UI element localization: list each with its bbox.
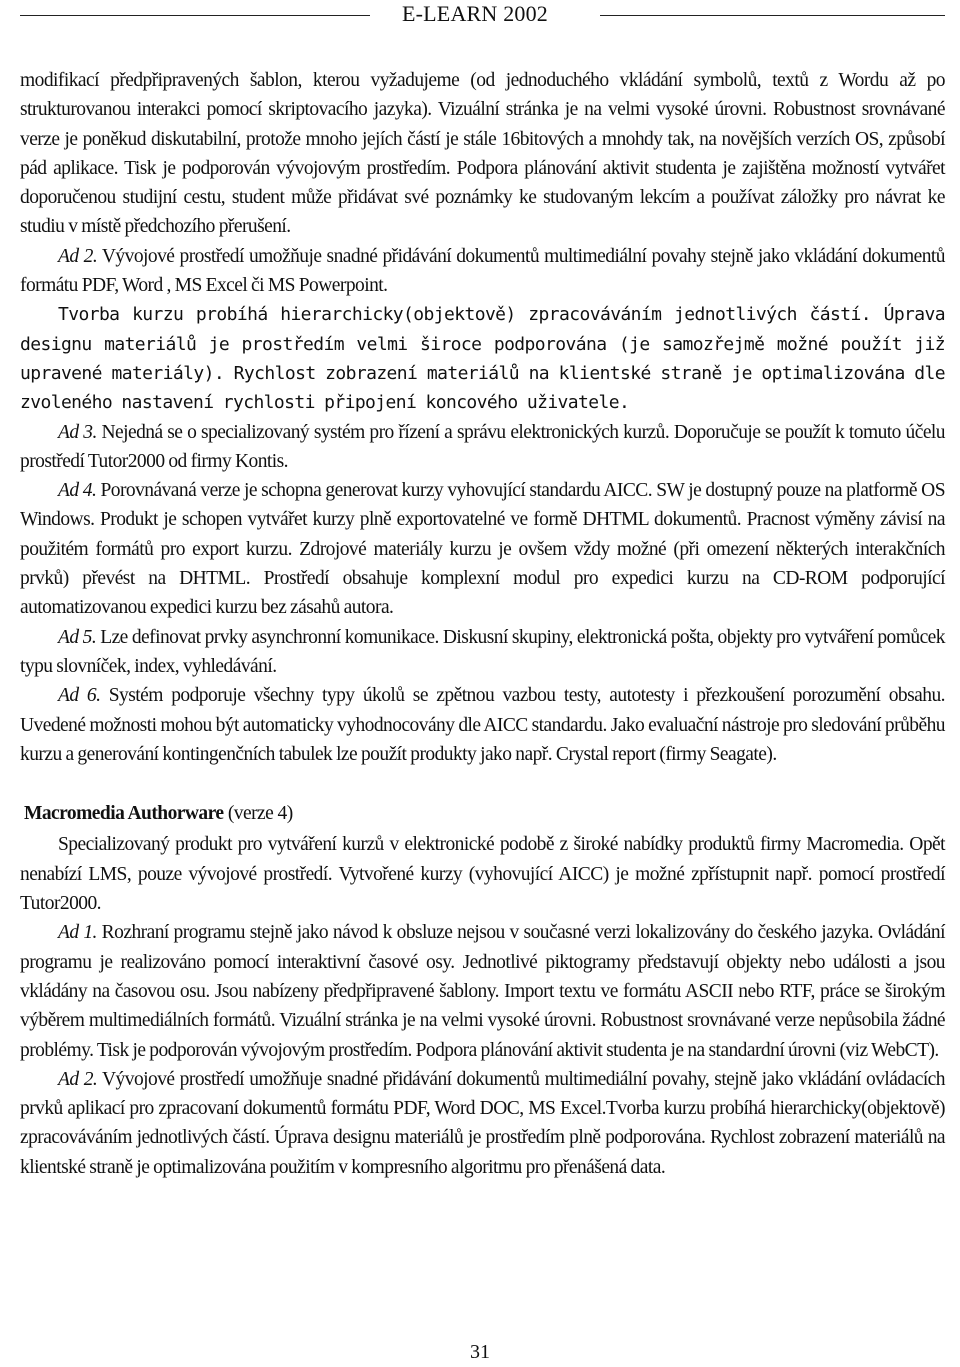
paragraph-ad-5 xyxy=(20,623,945,682)
page-header xyxy=(20,0,945,28)
section-paragraph-ad-1 xyxy=(20,918,945,1064)
paragraph-ad-4 xyxy=(20,476,945,622)
ad-label: Ad 3. xyxy=(58,421,97,443)
section-spacer xyxy=(20,769,945,799)
paragraph-text: Vývojové prostředí umožňuje snadné přidávání dokumentů multimediální povahy, stejně jako vkládání ovládacích prvků aplikací pro zpracovaní dokumentů formátu PDF, Word DOC, MS Excel.Tvorba kurzu probíhá hierarchicky(objektově) zpracováváním jednotlivých částí. Úprava designu materiálů je prostředím plně podporována. Rychlost zobrazení materiálů na klientské straně je optimalizována použitím v kompresního algoritmu pro přenášená data. xyxy=(20,1068,945,1178)
ad-label: Ad 2. xyxy=(58,1068,98,1090)
header-rule-right xyxy=(600,15,945,16)
section-paragraph-ad-2 xyxy=(20,1065,945,1182)
paragraph-text: Rozhraní programu stejně jako návod k obsluze nejsou v současné verzi lokalizovány do českého jazyka. Ovládání programu je realizováno pomocí interaktivní časové osy. Jednotlivé piktogramy představují objekty nebo události a jsou vkládány na časovou osu. Jsou nabízeny předpřipravené šablony. Import textu ve formátu ASCII nebo RTF, práce se širokým výběrem multimediálních formátů. Vizuální stránka je na velmi vysoké úrovni. Robustnost srovnávané verze nepůsobila žádné problémy. Tisk je podporován vývojovým prostředím. Podpora plánování aktivit studenta je na standardní úrovni (viz WebCT). xyxy=(20,922,945,1061)
section-title: Macromedia Authorware xyxy=(24,803,224,825)
paragraph-ad-6 xyxy=(20,681,945,769)
header-title: E-LEARN 2002 xyxy=(402,1,548,26)
paragraph-design: Tvorba kurzu probíhá hierarchicky(objektově) zpracováváním jednotlivých částí. Úprava designu materiálů je prostředím velmi široce podporována (je samozřejmě možné použít již upravené materiály). Rychlost zobrazení materiálů na klientské straně je optimalizována dle zvoleného nastavení rychlosti připojení koncového uživatele. xyxy=(20,304,945,414)
header-rule-left xyxy=(20,15,370,16)
ad-label: Ad 5. xyxy=(58,626,97,648)
paragraph-intro: modifikací předpřipravených šablon, kterou vyžadujeme (od jednoduchého vkládání symbolů, textů z Wordu až po strukturovanou interakci pomocí skriptovacího jazyka). Vizuální stránka je na velmi vysoké úrovni. Robustnost srovnávané verze je poněkud diskutabilní, protože mnoho jejích částí je stále 16bitových a mnohdy tak, na novějších verzích OS, způsobí pád aplikace. Tisk je podporován vývojovým prostředím. Podpora plánování aktivit studenta je zajištěna možností vytvářet doporučenou studijní cestu, student může přidávat své poznámky ke studovaným lekcím a používat záložky pro návrat ke studiu v místě předchozího přerušení. xyxy=(20,70,945,238)
ad-label: Ad 6. xyxy=(58,685,101,707)
paragraph-text: Systém podporuje všechny typy úkolů se zpětnou vazbou testy, autotesty i přezkoušení porozumění obsahu. Uvedené možnosti mohou být automaticky vyhodnocovány dle AICC standardu. Jako evaluační nástroje pro sledování průběhu kurzu a generování kontingenčních tabulek lze použít produkty jako např. Crystal report (firmy Seagate). xyxy=(20,685,945,765)
page-number: 31 xyxy=(470,1341,490,1363)
paragraph-text: Lze definovat prvky asynchronní komunikace. Diskusní skupiny, elektronická pošta, objekty pro vytváření pomůcek typu slovníček, index, vyhledávání. xyxy=(20,626,945,677)
ad-label: Ad 1. xyxy=(58,922,97,944)
ad-label: Ad 2. xyxy=(58,245,98,267)
paragraph-text: Vývojové prostředí umožňuje snadné přidávání dokumentů multimediální povahy stejně jako vkládání dokumentů formátu PDF, Word , MS Excel či MS Powerpoint. xyxy=(20,245,945,297)
page-body xyxy=(20,66,945,1182)
paragraph-text: Porovnávaná verze je schopna generovat kurzy vyhovující standardu AICC. SW je dostupný pouze na platformě OS Windows. Produkt je schopen vytvářet kurzy plně exportovatelné ve formě DHTML dokumentů. Pracnost výměny závisí na použitém formátů pro export kurzu. Zdrojové materiály kurzu je ovšem vždy možné (při omezení některých interakčních prvků) převést na DHTML. Prostředí obsahuje komplexní modul pro expedici kurzu na CD-ROM podporující automatizovanou expedici kurzu bez zásahů autora. xyxy=(20,480,945,619)
paragraph-text: Nejedná se o specializovaný systém pro řízení a správu elektronických kurzů. Doporučuje se použít k tomuto účelu prostředí Tutor2000 od firmy Kontis. xyxy=(20,421,946,472)
ad-label: Ad 4. xyxy=(58,480,97,502)
paragraph-ad-3 xyxy=(20,418,945,477)
section-version: (verze 4) xyxy=(223,803,293,825)
paragraph-ad-2 xyxy=(20,242,945,301)
section-paragraph-intro: Specializovaný produkt pro vytváření kurzů v elektronické podobě z široké nabídky produktů firmy Macromedia. Opět nenabízí LMS, pouze vývojové prostředí. Vytvořené kurzy (vyhovující AICC) je možné zpřístupnit např. pomocí prostředí Tutor2000. xyxy=(20,834,945,915)
section-heading xyxy=(24,799,945,828)
